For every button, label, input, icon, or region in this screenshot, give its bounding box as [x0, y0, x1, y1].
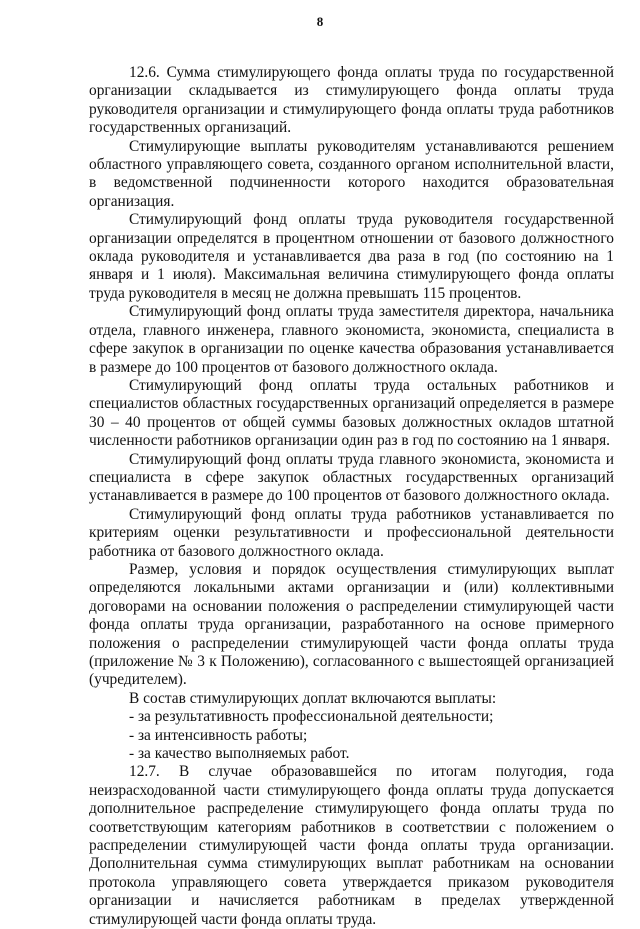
paragraph-deputy-fund: Стимулирующий фонд оплаты труда заместителя директора, начальника отдела, главного инженера, главного экономиста, экономиста, специалиста в сфере закупок в организации по оценке качества образования устанавливается в размере до 100 процентов от базового должностного оклада. [89, 303, 614, 376]
paragraph-list-intro: В состав стимулирующих доплат включаются выплаты: [129, 689, 497, 707]
payment-types-list [89, 708, 614, 763]
list-item: - за интенсивность работы; [129, 726, 308, 744]
paragraph-criteria: Стимулирующий фонд оплаты труда работников устанавливается по критериям оценки результативности и профессиональной деятельности работника от базового должностного оклада. [89, 505, 614, 560]
page-number: 8 [316, 14, 324, 29]
paragraph-12-6: 12.6. Сумма стимулирующего фонда оплаты труда по государственной организации складывается из стимулирующего фонда оплаты труда руководителя организации и стимулирующего фонда оплаты труда работников государственных организаций. [89, 64, 614, 137]
paragraph-12-7: 12.7. В случае образовавшейся по итогам полугодия, года неизрасходованной части стимулирующего фонда оплаты труда допускается дополнительное распределение стимулирующего фонда оплаты труда по соответствующим категориям работников в соответствии с положением о распределении стимулирующей части фонда оплаты труда организации. Дополнительная сумма стимулирующих выплат работникам на основании протокола управляющего совета утверждается приказом руководителя организации и начисляется работникам в пределах утвержденной стимулирующей части фонда оплаты труда. [89, 763, 614, 928]
list-item: - за качество выполняемых работ. [129, 745, 350, 763]
paragraph-economist-fund: Стимулирующий фонд оплаты труда главного экономиста, экономиста и специалиста в сфере закупок областных государственных организаций устанавливается в размере до 100 процентов от базового должностного оклада. [89, 450, 614, 505]
list-item: - за результативность профессиональной деятельности; [129, 708, 494, 726]
document-body [89, 64, 614, 929]
paragraph-manager-fund: Стимулирующий фонд оплаты труда руководителя государственной организации определятся в процентном отношении от базового должностного оклада руководителя и устанавливается два раза в год (по состоянию на 1 января и 1 июля). Максимальная величина стимулирующего фонда оплаты труда руководителя в месяц не должна превышать 115 процентов. [89, 211, 614, 302]
paragraph-conditions: Размер, условия и порядок осуществления стимулирующих выплат определяются локальными актами организации и (или) коллективными договорами на основании положения о распределении стимулирующей части фонда оплаты труда организации, разработанного на основе примерного положения о распределении стимулирующей части фонда оплаты труда (приложение № 3 к Положению), согласованного с вышестоящей организацией (учредителем). [89, 560, 614, 689]
paragraph-manager-payments: Стимулирующие выплаты руководителям устанавливаются решением областного управляющего совета, созданного органом исполнительной власти, в ведомственной подчиненности которого находится образовательная организация. [89, 137, 614, 210]
paragraph-other-staff-fund: Стимулирующий фонд оплаты труда остальных работников и специалистов областных государственных организаций определяется в размере 30 – 40 процентов от общей суммы базовых должностных окладов штатной численности работников организации один раз в год по состоянию на 1 января. [89, 376, 614, 450]
